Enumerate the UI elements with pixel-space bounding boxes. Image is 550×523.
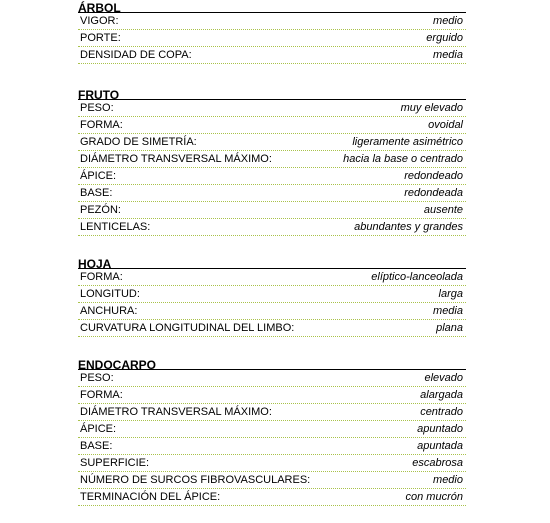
attribute-label: LONGITUD: [80,288,140,300]
attribute-row [78,219,466,236]
attribute-value: apuntada [417,440,463,452]
attribute-label: DENSIDAD DE COPA: [80,49,192,61]
attribute-label: ÁPICE: [80,170,117,182]
attribute-row [78,30,466,47]
section-endocarpo [78,357,466,506]
attribute-value: media [433,305,463,317]
attribute-label: CURVATURA LONGITUDINAL DEL LIMBO: [80,322,295,334]
attribute-row [78,404,466,421]
attribute-row [78,202,466,219]
attribute-row [78,320,466,337]
attribute-value: erguido [426,32,463,44]
attribute-value: plana [436,322,463,334]
attribute-row [78,303,466,320]
attribute-row [78,117,466,134]
attribute-value: muy elevado [400,102,463,114]
attribute-value: media [433,49,463,61]
attribute-label: DIÁMETRO TRANSVERSAL MÁXIMO: [80,153,272,165]
attribute-label: LENTICELAS: [80,221,151,233]
attribute-label: PESO: [80,102,114,114]
attribute-row [78,185,466,202]
attribute-row [78,455,466,472]
attribute-value: ausente [423,204,463,216]
attribute-row [78,134,466,151]
attribute-row [78,168,466,185]
section-hoja [78,256,466,337]
attribute-label: FORMA: [80,271,123,283]
attribute-value: ovoidal [428,119,463,131]
section-fruto [78,87,466,236]
attribute-value: apuntado [417,423,463,435]
attribute-label: ÁPICE: [80,423,117,435]
attribute-label: TERMINACIÓN DEL ÁPICE: [80,491,221,503]
attribute-value: medio [433,15,463,27]
attribute-row [78,100,466,117]
attribute-value: alargada [420,389,463,401]
section-title: ÁRBOL [78,0,466,13]
attribute-label: VIGOR: [80,15,119,27]
attribute-value: redondeado [404,170,463,182]
attribute-row [78,472,466,489]
attribute-label: PESO: [80,372,114,384]
attribute-row [78,286,466,303]
attribute-label: PORTE: [80,32,121,44]
attribute-value: con mucrón [405,491,463,503]
attribute-label: PEZÓN: [80,204,121,216]
attribute-label: BASE: [80,440,113,452]
attribute-row [78,489,466,506]
attribute-label: BASE: [80,187,113,199]
attribute-value: elevado [424,372,463,384]
attribute-row [78,370,466,387]
attribute-value: medio [433,474,463,486]
attribute-value: abundantes y grandes [354,221,463,233]
section-title: FRUTO [78,87,466,100]
attribute-value: centrado [420,406,463,418]
attribute-row [78,269,466,286]
attribute-row [78,13,466,30]
attribute-label: SUPERFICIE: [80,457,150,469]
attribute-label: ANCHURA: [80,305,138,317]
attribute-label: GRADO DE SIMETRÍA: [80,136,197,148]
section-title: HOJA [78,256,466,269]
attribute-label: DIÁMETRO TRANSVERSAL MÁXIMO: [80,406,272,418]
attribute-label: FORMA: [80,389,123,401]
attribute-row [78,47,466,64]
section-title: ENDOCARPO [78,357,466,370]
attribute-row [78,387,466,404]
attribute-value: redondeada [404,187,463,199]
attribute-row [78,421,466,438]
section-arbol [78,0,466,64]
attribute-value: larga [438,288,463,300]
attribute-row [78,151,466,168]
attribute-label: NÚMERO DE SURCOS FIBROVASCULARES: [80,474,311,486]
attribute-row [78,438,466,455]
attribute-value: elíptico-lanceolada [371,271,463,283]
attribute-value: ligeramente asimétrico [352,136,463,148]
attribute-value: hacia la base o centrado [343,153,463,165]
attribute-value: escabrosa [412,457,463,469]
attribute-label: FORMA: [80,119,123,131]
